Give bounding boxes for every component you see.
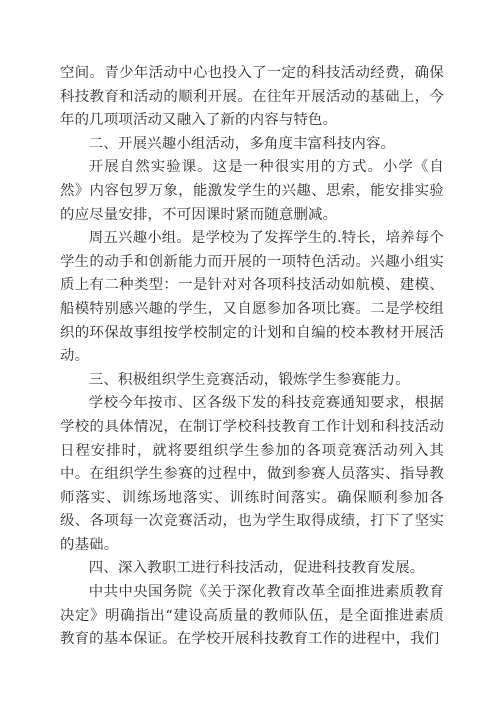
section-heading-4: 四、深入教职工进行科技活动，促进科技教育发展。 [88,560,425,577]
paragraph-central-decision: 中共中央国务院《关于深化教育改革全面推进素质教育决定》明确指出“建设高质量的教师队伍，是全面推进素质教育的基本保证。在学校开展科技教育工作的进程中，我们 [60,584,444,648]
paragraph-nature-experiment: 开展自然实验课。这是一种很实用的方式。小学《自然》内容包罗万象，能激发学生的兴趣、思索，能安排实验的应尽量安排，不可因课时紧而随意删减。 [60,159,444,223]
paragraph-1: 空间。青少年活动中心也投入了一定的科技活动经费，确保科技教育和活动的顺利开展。在往年开展活动的基础上，今年的几项项活动又融入了新的内容与特色。 [60,65,444,129]
section-heading-3: 三、积极组织学生竞赛活动，锻炼学生参赛能力。 [88,371,410,388]
paragraph-competition: 学校今年按市、区各级下发的科技竞赛通知要求，根据学校的具体情况，在制订学校科技教育工作计划和科技活动日程安排时，就将要组织学生参加的各项竞赛活动列入其中。在组织学生参赛的过程中，做到参赛人员落实、指导教师落实、训练场地落实、训练时间落实。确保顺利参加各级、各项每一次竞赛活动，也为学生取得成绩，打下了坚实的基础。 [60,395,444,553]
section-heading-2: 二、开展兴趣小组活动，多角度丰富科技内容。 [88,135,396,152]
document-body [60,62,444,652]
paragraph-friday-interest-group: 周五兴趣小组。是学校为了发挥学生的.特长，培养每个学生的动手和创新能力而开展的一项特色活动。兴趣小组实质上有二种类型：一是针对对各项科技活动如航模、建模、船模特别感兴趣的学生，又自愿参加各项比赛。二是学校组织的环保故事组按学校制定的计划和自编的校本教材开展活动。 [60,230,444,365]
